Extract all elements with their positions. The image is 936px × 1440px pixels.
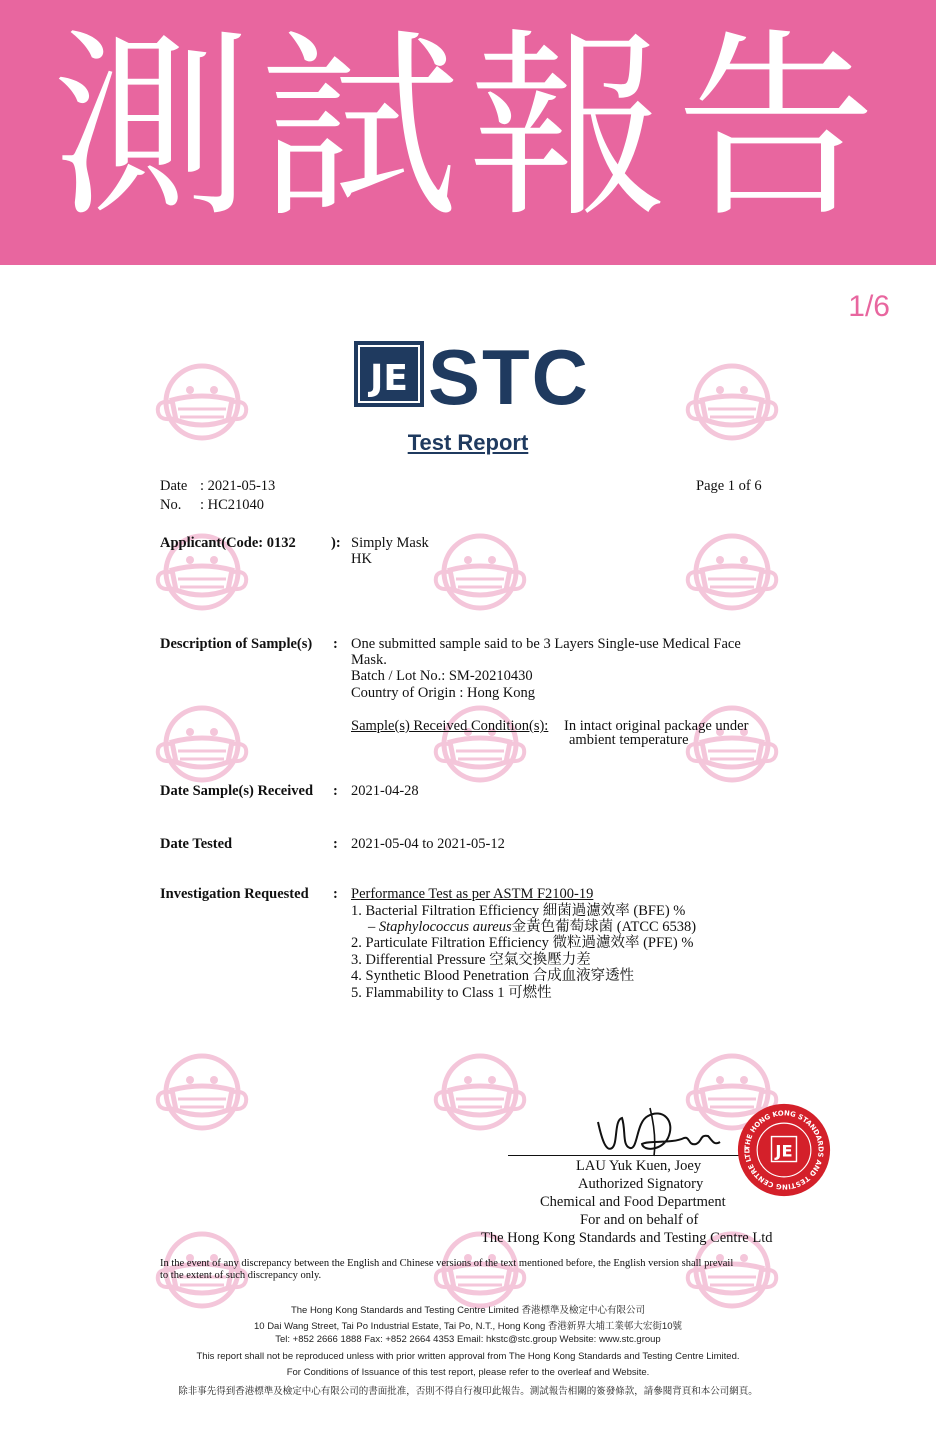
investigation-item: 5. Flammability to Class 1 可燃性 (351, 985, 552, 1001)
received-value: 2021-04-28 (351, 783, 419, 799)
logo-mark-text: JE (370, 358, 408, 399)
received-label: Date Sample(s) Received (160, 783, 314, 799)
footer-reproduction-notice: This report shall not be reproduced unless with prior written approval from The Hong Kong Standards and Testing Centre Limited. (196, 1351, 740, 1362)
description-colon: : (333, 636, 338, 652)
disclaimer-line: to the extent of such discrepancy only. (160, 1270, 322, 1281)
signatory-name: LAU Yuk Kuen, Joey (576, 1158, 702, 1174)
tested-colon: : (333, 836, 338, 852)
investigation-item: 2. Particulate Filtration Efficiency 微粒過濾效率 (PFE) % (351, 935, 694, 951)
stc-logo-text: STC (428, 333, 590, 421)
footer-company: The Hong Kong Standards and Testing Centre Limited 香港標準及檢定中心有限公司 (290, 1305, 646, 1316)
seal-ring-text: THE HONG KONG STANDARDS AND TESTING CENTRE LTD (743, 1109, 825, 1191)
condition-line: ambient temperature (569, 732, 689, 748)
description-line: One submitted sample said to be 3 Layers Single-use Medical Face (351, 636, 741, 652)
signatory-company: The Hong Kong Standards and Testing Centre Ltd (481, 1230, 773, 1246)
bfe-sub-item (368, 919, 696, 936)
footer-contact: Tel: +852 2666 1888 Fax: +852 2664 4353 Email: hkstc@stc.group Website: www.stc.group (275, 1334, 661, 1345)
disclaimer-line: In the event of any discrepancy between the English and Chinese versions of the text mentioned before, the English version shall prevail (160, 1258, 734, 1269)
mask-face-watermark-icon (430, 704, 530, 784)
applicant-label: Applicant(Code: 0132 (160, 535, 296, 551)
description-line: Batch / Lot No.: SM-20210430 (351, 668, 533, 684)
investigation-item: 1. Bacterial Filtration Efficiency 細菌過濾效率 (BFE) % (351, 903, 686, 919)
investigation-heading: Performance Test as per ASTM F2100-19 (351, 886, 594, 902)
footer-chinese-notice: 除非事先得到香港標準及檢定中心有限公司的書面批准，否則不得自行複印此報告。測試報告相關的簽發條款，請參閱背頁和本公司網頁。 (178, 1386, 758, 1397)
bfe-organism: Staphylococcus aureus (378, 919, 512, 935)
condition-label: Sample(s) Received Condition(s): (351, 718, 549, 734)
mask-face-watermark-icon (430, 532, 530, 612)
header-banner (0, 0, 936, 265)
handwritten-signature (592, 1100, 722, 1160)
bfe-organism-rest: 金黃色葡萄球菌 (ATCC 6538) (511, 919, 697, 935)
footer-address: 10 Dai Wang Street, Tai Po Industrial Estate, Tai Po, N.T., Hong Kong 香港新界大埔工業邨大宏街10號 (253, 1321, 683, 1332)
page-fraction: 1/6 (848, 290, 890, 323)
tested-value: 2021-05-04 to 2021-05-12 (351, 836, 505, 852)
applicant-colon: ): (331, 535, 341, 551)
bfe-sub-prefix: – (368, 919, 379, 935)
footer-conditions-notice: For Conditions of Issuance of this test report, please refer to the overleaf and Website. (286, 1367, 650, 1378)
report-number: : HC21040 (200, 497, 265, 513)
no-label: No. (160, 497, 182, 513)
mask-face-watermark-icon (682, 704, 782, 784)
signatory-behalf: For and on behalf of (580, 1212, 699, 1228)
date-value: : 2021-05-13 (200, 478, 276, 494)
signatory-title: Authorized Signatory (578, 1176, 704, 1192)
description-line: Mask. (351, 652, 387, 668)
mask-face-watermark-icon (152, 704, 252, 784)
signatory-department: Chemical and Food Department (540, 1194, 726, 1210)
banner-title: 測試報告 (51, 12, 884, 245)
tested-label: Date Tested (160, 836, 233, 852)
report-title: Test Report (407, 430, 529, 455)
investigation-item: 4. Synthetic Blood Penetration 合成血液穿透性 (351, 968, 635, 984)
mask-face-watermark-icon (682, 532, 782, 612)
investigation-label: Investigation Requested (160, 886, 309, 902)
page-number: Page 1 of 6 (696, 478, 762, 494)
mask-face-watermark-icon (430, 1052, 530, 1132)
investigation-item: 3. Differential Pressure 空氣交換壓力差 (351, 952, 591, 968)
seal-mark: JE (775, 1141, 793, 1161)
company-seal (736, 1102, 832, 1198)
mask-face-watermark-icon (152, 1052, 252, 1132)
description-line: Country of Origin : Hong Kong (351, 685, 536, 701)
description-label: Description of Sample(s) (160, 636, 313, 652)
date-label: Date (160, 478, 188, 494)
applicant-region: HK (351, 551, 372, 567)
condition-line: In intact original package under (564, 718, 749, 734)
received-colon: : (333, 783, 338, 799)
applicant-name: Simply Mask (351, 535, 429, 551)
investigation-colon: : (333, 886, 338, 902)
stc-logo-mark (352, 340, 426, 408)
